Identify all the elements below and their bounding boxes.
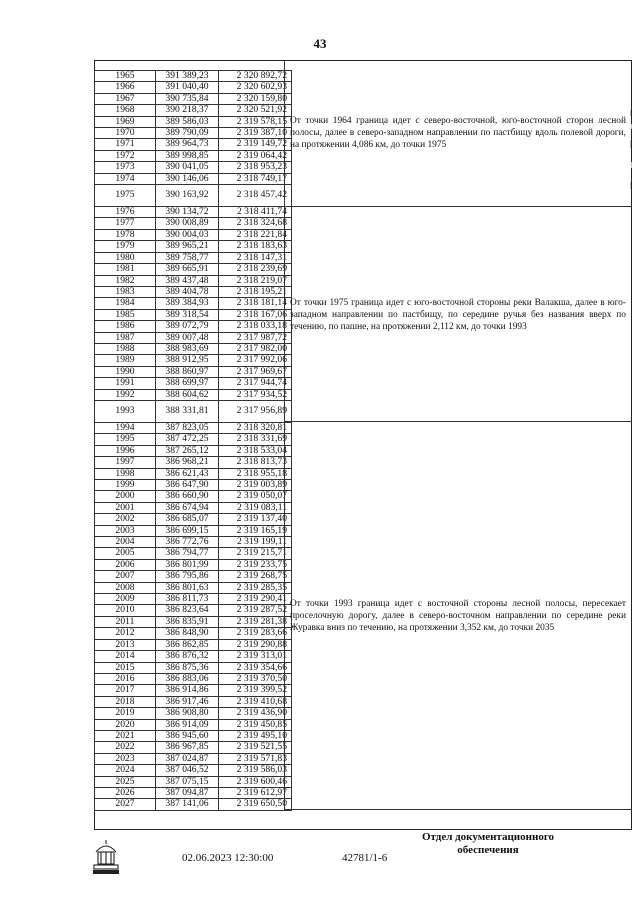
table-row [95,309,292,320]
coordinate-x: 386 795,86 [156,571,219,582]
description-cell-2 [284,207,632,423]
footer-document-code: 42781/1-6 [342,852,388,864]
table-row [95,422,292,433]
point-number: 2013 [95,639,156,650]
point-number: 2014 [95,651,156,662]
coordinate-x: 389 586,03 [156,116,219,127]
point-number: 2003 [95,525,156,536]
table-row [95,719,292,730]
table-row [95,514,292,525]
table-row [95,480,292,491]
point-number: 2020 [95,719,156,730]
coordinate-y: 2 319 283,66 [219,628,292,639]
coordinate-y: 2 318 955,18 [219,468,292,479]
table-row [95,639,292,650]
coordinate-x: 387 075,15 [156,776,219,787]
coordinate-y: 2 319 285,35 [219,582,292,593]
table-row [95,218,292,229]
coordinate-x: 386 811,73 [156,594,219,605]
coordinate-x: 386 699,15 [156,525,219,536]
coordinate-x: 386 660,90 [156,491,219,502]
table-row [95,128,292,139]
coordinate-y: 2 319 268,75 [219,571,292,582]
point-number: 2019 [95,708,156,719]
description-cell-1 [284,60,632,207]
table-row [95,366,292,377]
point-number: 1996 [95,445,156,456]
point-number: 1985 [95,309,156,320]
coordinate-x: 386 908,80 [156,708,219,719]
scan-edge-marks [628,110,634,200]
coordinate-y: 2 319 399,52 [219,685,292,696]
point-number: 2011 [95,616,156,627]
coordinate-y: 2 319 003,89 [219,480,292,491]
point-number: 2024 [95,765,156,776]
table-row [95,343,292,354]
coordinate-y: 2 318 457,42 [219,185,292,207]
coordinate-y: 2 318 195,21 [219,286,292,297]
table-row [95,71,292,82]
coordinate-x: 386 801,99 [156,559,219,570]
coordinate-y: 2 318 183,63 [219,241,292,252]
table-row [95,457,292,468]
description-text-3: От точки 1993 граница идет с восточной стороны лесной полосы, пересекает проселочную дорогу, далее в северо-восточном направлении по середине реки Журавка вниз по течению, на протяжении 3,352 км, до точки 2035 [290,599,626,634]
coordinate-x: 386 794,77 [156,548,219,559]
coordinate-x: 389 998,85 [156,150,219,161]
coordinate-y: 2 320 892,72 [219,71,292,82]
table-row [95,332,292,343]
table-row [95,139,292,150]
coordinate-x: 390 004,03 [156,229,219,240]
point-number: 1969 [95,116,156,127]
page-number: 43 [313,36,327,51]
coordinate-x: 389 665,91 [156,264,219,275]
coordinate-y: 2 319 233,75 [219,559,292,570]
coordinate-x: 386 917,46 [156,696,219,707]
coordinate-y: 2 318 147,31 [219,252,292,263]
point-number: 1980 [95,252,156,263]
coordinate-y: 2 320 602,93 [219,82,292,93]
coordinate-y: 2 319 290,41 [219,594,292,605]
coordinate-x: 386 674,94 [156,502,219,513]
coordinate-y: 2 319 064,42 [219,150,292,161]
coordinate-y: 2 319 165,19 [219,525,292,536]
point-number: 1972 [95,150,156,161]
department-stamp [388,831,588,857]
coordinate-y: 2 317 992,06 [219,355,292,366]
table-row [95,628,292,639]
coordinate-y: 2 319 370,50 [219,673,292,684]
coordinate-x: 391 389,23 [156,71,219,82]
coordinate-y: 2 319 287,52 [219,605,292,616]
point-number: 1997 [95,457,156,468]
coordinate-y: 2 318 167,06 [219,309,292,320]
coordinate-y: 2 318 033,18 [219,321,292,332]
coordinate-y: 2 318 181,14 [219,298,292,309]
table-row [95,150,292,161]
coordinate-y: 2 318 813,73 [219,457,292,468]
coordinate-x: 387 141,06 [156,799,219,810]
coordinate-x: 387 024,87 [156,753,219,764]
table-row [95,286,292,297]
coordinate-x: 386 801,63 [156,582,219,593]
table-row [95,616,292,627]
table-row [95,765,292,776]
coordinate-x: 390 163,92 [156,185,219,207]
table-row [95,93,292,104]
coordinate-x: 389 072,79 [156,321,219,332]
coordinate-x: 386 875,36 [156,662,219,673]
table-row [95,776,292,787]
table-row [95,662,292,673]
point-number: 1983 [95,286,156,297]
table-row [95,162,292,173]
coordinate-y: 2 319 149,72 [219,139,292,150]
table-row [95,696,292,707]
coordinate-y: 2 319 521,55 [219,742,292,753]
point-number: 1991 [95,378,156,389]
coordinate-y: 2 319 354,66 [219,662,292,673]
table-row [95,298,292,309]
point-number: 1978 [95,229,156,240]
point-number: 2015 [95,662,156,673]
table-row [95,378,292,389]
coordinate-x: 386 883,06 [156,673,219,684]
point-number: 1979 [95,241,156,252]
coordinate-x: 389 384,93 [156,298,219,309]
coordinate-y: 2 319 612,97 [219,787,292,798]
table-row [95,207,292,218]
coordinate-y: 2 319 387,10 [219,128,292,139]
coordinate-y: 2 318 324,68 [219,218,292,229]
table-row [95,173,292,184]
table-row [95,582,292,593]
table-row [95,559,292,570]
description-text-1: От точки 1964 граница идет с северо-восточной, юго-восточной сторон лесной полосы, далее в северо-западном направлении по пастбищу вдоль полевой дороги, на протяжении 4,086 км, до точки 1975 [290,116,626,151]
coordinate-y: 2 318 953,23 [219,162,292,173]
point-number: 1968 [95,105,156,116]
coordinate-y: 2 320 521,92 [219,105,292,116]
coordinate-y: 2 318 219,07 [219,275,292,286]
point-number: 1967 [95,93,156,104]
coordinate-x: 386 685,07 [156,514,219,525]
coordinate-x: 388 331,81 [156,400,219,422]
coordinate-x: 389 790,09 [156,128,219,139]
coordinate-y: 2 318 749,17 [219,173,292,184]
point-number: 2027 [95,799,156,810]
coordinate-x: 386 647,90 [156,480,219,491]
table-row [95,708,292,719]
coordinate-x: 391 040,40 [156,82,219,93]
coordinate-y: 2 319 586,03 [219,765,292,776]
coordinate-y: 2 319 410,68 [219,696,292,707]
coordinate-x: 386 835,91 [156,616,219,627]
point-number: 1976 [95,207,156,218]
point-number: 1986 [95,321,156,332]
point-number: 2008 [95,582,156,593]
stamp-line-1: Отдел документационного [421,831,555,843]
point-number: 2017 [95,685,156,696]
point-number: 1984 [95,298,156,309]
table-row [95,445,292,456]
point-number: 1982 [95,275,156,286]
coordinate-x: 389 007,48 [156,332,219,343]
emblem-icon [90,838,122,876]
point-number: 2005 [95,548,156,559]
point-number: 2009 [95,594,156,605]
coordinate-y: 2 317 982,00 [219,343,292,354]
point-number: 1965 [95,71,156,82]
table-row [95,673,292,684]
point-number: 2007 [95,571,156,582]
table-row [95,105,292,116]
table-row [95,321,292,332]
point-number: 1989 [95,355,156,366]
coordinate-x: 390 735,84 [156,93,219,104]
point-number: 1973 [95,162,156,173]
table-row [95,82,292,93]
coordinate-y: 2 319 083,11 [219,502,292,513]
coordinate-x: 390 041,05 [156,162,219,173]
coordinate-x: 390 008,89 [156,218,219,229]
table-row [95,525,292,536]
table-row [95,229,292,240]
coordinate-y: 2 319 215,71 [219,548,292,559]
point-number: 1994 [95,422,156,433]
point-number: 1977 [95,218,156,229]
coordinate-y: 2 319 495,10 [219,730,292,741]
coordinate-y: 2 318 533,04 [219,445,292,456]
coordinate-x: 388 699,97 [156,378,219,389]
table-row [95,742,292,753]
coordinate-x: 388 860,97 [156,366,219,377]
coordinate-x: 388 912,95 [156,355,219,366]
coordinate-y: 2 319 436,90 [219,708,292,719]
coordinate-x: 387 046,52 [156,765,219,776]
point-number: 1992 [95,389,156,400]
coordinate-y: 2 319 571,83 [219,753,292,764]
point-number: 1995 [95,434,156,445]
coordinate-x: 387 472,25 [156,434,219,445]
coordinate-y: 2 317 969,67 [219,366,292,377]
coordinate-x: 386 621,43 [156,468,219,479]
point-number: 2025 [95,776,156,787]
point-number: 1993 [95,400,156,422]
point-number: 1966 [95,82,156,93]
coordinate-y: 2 318 320,81 [219,422,292,433]
point-number: 1971 [95,139,156,150]
point-number: 2010 [95,605,156,616]
coordinate-x: 390 146,06 [156,173,219,184]
coordinate-y: 2 319 199,11 [219,537,292,548]
coordinate-x: 387 823,05 [156,422,219,433]
coordinate-x: 386 862,85 [156,639,219,650]
table-row [95,537,292,548]
table-row [95,605,292,616]
table-row [95,241,292,252]
coordinate-x: 386 945,60 [156,730,219,741]
point-number: 2006 [95,559,156,570]
point-number: 2022 [95,742,156,753]
table-row [95,434,292,445]
coordinate-y: 2 319 578,15 [219,116,292,127]
point-number: 2016 [95,673,156,684]
point-number: 2023 [95,753,156,764]
coordinate-x: 389 437,48 [156,275,219,286]
table-row [95,571,292,582]
coordinate-y: 2 318 221,84 [219,229,292,240]
point-number: 1970 [95,128,156,139]
coordinate-x: 386 967,85 [156,742,219,753]
point-number: 2000 [95,491,156,502]
coordinate-y: 2 319 050,07 [219,491,292,502]
footer-date: 02.06.2023 12:30:00 [182,852,274,864]
point-number: 1987 [95,332,156,343]
coordinate-x: 387 265,12 [156,445,219,456]
point-number: 1990 [95,366,156,377]
coordinate-y: 2 317 944,74 [219,378,292,389]
table-row [95,548,292,559]
table-row [95,252,292,263]
table-row [95,502,292,513]
coordinate-x: 389 964,73 [156,139,219,150]
point-number: 2012 [95,628,156,639]
table-row [95,389,292,400]
table-row [95,355,292,366]
coordinates-table [94,70,292,811]
point-number: 2018 [95,696,156,707]
coordinate-x: 389 404,78 [156,286,219,297]
coordinate-x: 389 318,54 [156,309,219,320]
coordinate-y: 2 318 411,74 [219,207,292,218]
point-number: 2002 [95,514,156,525]
table-row [95,264,292,275]
coordinate-y: 2 318 331,69 [219,434,292,445]
coordinate-y: 2 319 650,50 [219,799,292,810]
coordinate-x: 386 823,64 [156,605,219,616]
coordinate-y: 2 319 281,38 [219,616,292,627]
coordinate-y: 2 318 239,69 [219,264,292,275]
coordinate-y: 2 319 137,40 [219,514,292,525]
point-number: 1988 [95,343,156,354]
table-row [95,651,292,662]
table-row [95,787,292,798]
table-row [95,116,292,127]
table-row [95,594,292,605]
coordinate-x: 386 968,21 [156,457,219,468]
coordinate-x: 386 914,86 [156,685,219,696]
coordinate-x: 386 876,32 [156,651,219,662]
coordinate-y: 2 317 956,89 [219,400,292,422]
coordinate-x: 388 604,62 [156,389,219,400]
coordinate-x: 390 134,72 [156,207,219,218]
point-number: 1974 [95,173,156,184]
table-row [95,491,292,502]
coordinate-y: 2 320 159,80 [219,93,292,104]
coordinate-y: 2 317 934,52 [219,389,292,400]
coordinate-y: 2 319 290,88 [219,639,292,650]
coordinate-y: 2 319 313,01 [219,651,292,662]
coordinate-x: 388 983,69 [156,343,219,354]
table-row [95,185,292,207]
description-cell-3 [284,422,632,810]
table-row [95,753,292,764]
table-row [95,275,292,286]
point-number: 2026 [95,787,156,798]
coordinate-x: 386 772,76 [156,537,219,548]
point-number: 2021 [95,730,156,741]
coordinate-y: 2 317 987,72 [219,332,292,343]
table-row [95,730,292,741]
coordinate-x: 387 094,87 [156,787,219,798]
table-row [95,400,292,422]
description-text-2: От точки 1975 граница идет с юго-восточной стороны реки Валакша, далее в юго-западном направлении по пастбищу, по середине ручья без названия вверх по течению, по пашне, на протяжении 2,112 км, до точки 1993 [290,297,626,332]
coordinate-y: 2 319 450,85 [219,719,292,730]
point-number: 2004 [95,537,156,548]
point-number: 1981 [95,264,156,275]
point-number: 1975 [95,185,156,207]
coordinate-y: 2 319 600,46 [219,776,292,787]
point-number: 2001 [95,502,156,513]
coordinate-x: 390 218,37 [156,105,219,116]
point-number: 1999 [95,480,156,491]
table-row [95,685,292,696]
table-row [95,799,292,810]
coordinate-x: 389 758,77 [156,252,219,263]
table-row [95,468,292,479]
stamp-line-2: обеспечения [457,844,519,856]
coordinate-x: 389 965,21 [156,241,219,252]
point-number: 1998 [95,468,156,479]
coordinate-x: 386 914,09 [156,719,219,730]
coordinate-x: 386 848,90 [156,628,219,639]
